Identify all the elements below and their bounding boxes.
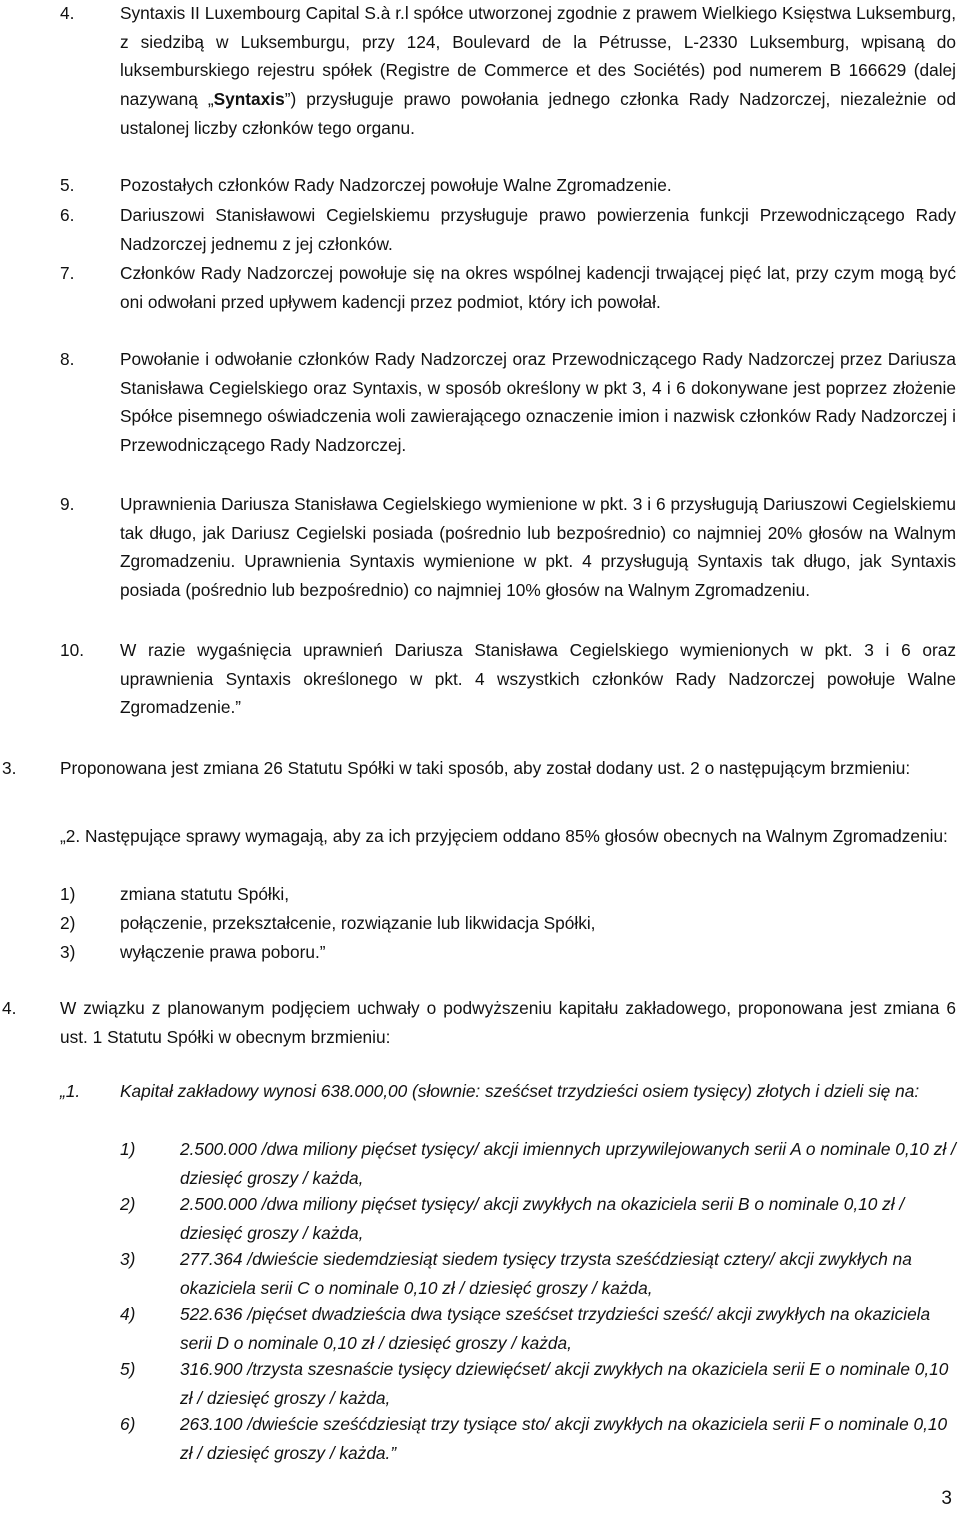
capital-list-item: 6) 263.100 /dwieście sześćdziesiąt trzy tysiące sto/ akcji zwykłych na okaziciela serii F o nominale 0,10 zł / dziesięć groszy / każda.” (120, 1414, 948, 1463)
item-number: 5. (60, 175, 75, 195)
section-4 (2, 994, 956, 1051)
item-number: 7. (60, 263, 75, 283)
item-text-cont: ”) przysługuje prawo powołania jednego członka Rady Nadzorczej, niezależnie od ustalonej liczby członków tego organu. (120, 89, 956, 138)
capital-list-item: 4) 522.636 /pięćset dwadzieścia dwa tysiące sześćset trzydzieści sześć/ akcji zwykłych na okaziciela serii D o nominale 0,10 zł / dziesięć groszy / każda, (120, 1304, 931, 1353)
item-8 (60, 345, 956, 460)
section-number: 3. (2, 758, 17, 778)
item-text: Uprawnienia Dariusza Stanisława Cegielskiego wymienione w pkt. 3 i 6 przysługują Dariuszowi Cegielskiemu tak długo, jak Dariusz Cegielski posiada (pośrednio lub bezpośrednio) co najmniej 20% głosów na Walnym Zgromadzeniu. Uprawnienia Syntaxis wymienione w pkt. 4 przysługują Syntaxis tak długo, jak Syntaxis posiada (pośrednio lub bezpośrednio) co najmniej 10% głosów na Walnym Zgromadzeniu. (120, 494, 956, 601)
quote-text: Kapitał zakładowy wynosi 638.000,00 (słownie: sześćset trzydzieści osiem tysięcy) złotych i dzieli się na: (120, 1081, 920, 1101)
quote-number: „1. (60, 1081, 81, 1101)
section-3-quote: „2. Następujące sprawy wymagają, aby za ich przyjęciem oddano 85% głosów obecnych na Walnym Zgromadzeniu: (60, 826, 948, 846)
capital-list-item: 2) 2.500.000 /dwa miliony pięćset tysięcy/ akcji zwykłych na okaziciela serii B o nominale 0,10 zł / dziesięć groszy / każda, (120, 1194, 905, 1243)
capital-list-item: 3) 277.364 /dwieście siedemdziesiąt siedem tysięcy trzysta sześćdziesiąt cztery/ akcji zwykłych na okaziciela serii C o nominale 0,10 zł / dziesięć groszy / każda, (120, 1249, 912, 1298)
item-9 (60, 490, 956, 605)
list-item: 3) wyłączenie prawa poboru.” (60, 942, 326, 962)
capital-list-item: 1) 2.500.000 /dwa miliony pięćset tysięcy/ akcji imiennych uprzywilejowanych serii A o nominale 0,10 zł / dziesięć groszy / każda, (120, 1139, 956, 1188)
item-text: Dariuszowi Stanisławowi Cegielskiemu przysługuje prawo powierzenia funkcji Przewodniczącego Rady Nadzorczej jednemu z jej członków. (120, 205, 956, 254)
item-number: 9. (60, 494, 75, 514)
item-number: 10. (60, 640, 85, 660)
section-3 (2, 754, 956, 783)
item-text: Powołanie i odwołanie członków Rady Nadzorczej oraz Przewodniczącego Rady Nadzorczej przez Dariusza Stanisława Cegielskiego oraz Syntaxis, w sposób określony w pkt 3, 4 i 6 dokonywane jest poprzez złożenie Spółce pisemnego oświadczenia woli zawierającego oznaczenie imion i nazwisk członków Rady Nadzorczej i Przewodniczącego Rady Nadzorczej. (120, 349, 956, 456)
page-number: 3 (941, 1488, 952, 1509)
item-4 (60, 0, 956, 143)
item-number: 6. (60, 205, 75, 225)
list-item: 1) zmiana statutu Spółki, (60, 884, 290, 904)
item-10 (60, 636, 956, 722)
list-item: 2) połączenie, przekształcenie, rozwiązanie lub likwidacja Spółki, (60, 913, 596, 933)
section-4-quote (60, 1077, 956, 1106)
section-number: 4. (2, 998, 17, 1018)
item-text: Syntaxis II Luxembourg Capital S.à r.l spółce utworzonej zgodnie z prawem Wielkiego Księstwa Luksemburg, z siedzibą w Luksemburgu, przy 124, Boulevard de la Pétrusse, L-2330 Luksemburg, wpisaną do luksemburskiego rejestru spółek (Registre de Commerce et des Sociétés) pod numerem B 166629 (dalej nazywaną „ (120, 3, 956, 110)
item-text: Pozostałych członków Rady Nadzorczej powołuje Walne Zgromadzenie. (120, 175, 672, 195)
item-number: 8. (60, 349, 75, 369)
item-text: W razie wygaśnięcia uprawnień Dariusza Stanisława Cegielskiego wymienionych w pkt. 3 i 6 oraz uprawnienia Syntaxis określonego w pkt. 4 wszystkich członków Rady Nadzorczej powołuje Walne Zgromadzenie.” (120, 640, 956, 718)
item-text: Członków Rady Nadzorczej powołuje się na okres wspólnej kadencji trwającej pięć lat, przy czym mogą być oni odwołani przed upływem kadencji przez podmiot, który ich powołał. (120, 263, 956, 312)
item-number: 4. (60, 3, 75, 23)
item-5 (60, 171, 956, 200)
syntaxis-bold: Syntaxis (213, 89, 285, 110)
section-text: Proponowana jest zmiana 26 Statutu Spółki w taki sposób, aby został dodany ust. 2 o następującym brzmieniu: (60, 758, 911, 778)
item-7 (60, 259, 956, 316)
capital-list-item: 5) 316.900 /trzysta szesnaście tysięcy dziewięćset/ akcji zwykłych na okaziciela serii E o nominale 0,10 zł / dziesięć groszy / każda, (120, 1359, 949, 1408)
section-text: W związku z planowanym podjęciem uchwały o podwyższeniu kapitału zakładowego, proponowana jest zmiana 6 ust. 1 Statutu Spółki w obecnym brzmieniu: (60, 998, 956, 1047)
item-6 (60, 201, 956, 258)
